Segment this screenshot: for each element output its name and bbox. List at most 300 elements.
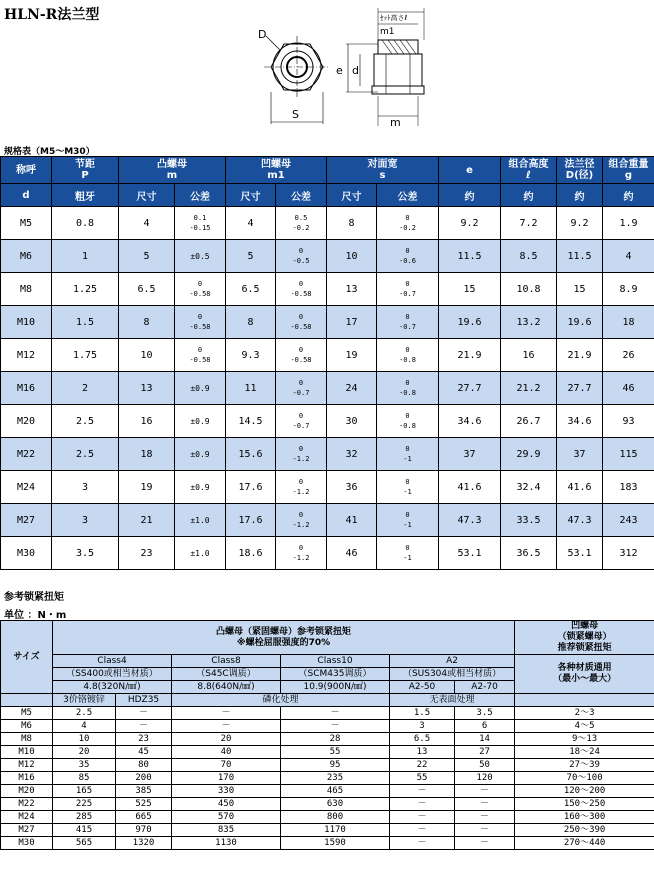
sub-d: d — [1, 184, 52, 207]
table-row — [1, 811, 654, 824]
cell-pitch: 2.5 — [52, 438, 119, 471]
cell-g: 312 — [603, 537, 654, 570]
cell-m1: 6.5 — [226, 273, 276, 306]
cell-a50: － — [390, 824, 455, 837]
hdr-weight: 组合重量 g — [603, 157, 654, 184]
tolerance-value: -0.58 — [290, 290, 312, 298]
tolerance-value: -1.2 — [292, 488, 310, 496]
cell-s-tol — [377, 372, 439, 405]
table-row — [1, 733, 654, 746]
tolerance-value: 0 — [405, 412, 410, 420]
class10-strength: 10.9(900N/㎟) — [281, 681, 390, 694]
cell-m1-tol — [276, 504, 327, 537]
cell-d: M24 — [1, 471, 52, 504]
cell-s: 17 — [327, 306, 377, 339]
table-row — [1, 372, 654, 405]
cell-c10: 28 — [281, 733, 390, 746]
cell-m-tol — [175, 372, 226, 405]
label-m1: m1 — [380, 27, 395, 37]
cell-c10: 55 — [281, 746, 390, 759]
nut-drawing — [228, 4, 428, 130]
tolerance-value: -0.6 — [399, 257, 416, 265]
cell-m1: 17.6 — [226, 504, 276, 537]
cell-a50: 3 — [390, 720, 455, 733]
label-set-height: ｾｯﾄ高さℓ — [380, 14, 408, 22]
cell-m-tol — [175, 339, 226, 372]
cell-s: 10 — [327, 240, 377, 273]
cell-l: 8.5 — [501, 240, 557, 273]
tolerance-value: -0.2 — [292, 224, 310, 232]
a2-70: A2-70 — [455, 681, 515, 694]
tolerance-value: -0.7 — [399, 290, 416, 298]
cell-m: 23 — [119, 537, 175, 570]
cell-rec: 2～3 — [515, 707, 654, 720]
sub-m-tol: 公差 — [175, 184, 226, 207]
cell-m-tol — [175, 273, 226, 306]
class4-name: Class4 — [53, 655, 172, 668]
cell-c8: － — [172, 707, 281, 720]
finish-phosphate: 磷化处理 — [172, 694, 390, 707]
cell-c4h: 1320 — [116, 837, 172, 850]
cell-d: M12 — [1, 339, 52, 372]
cell-c4z: 225 — [53, 798, 116, 811]
cell-l: 29.9 — [501, 438, 557, 471]
cell-d: M27 — [1, 504, 52, 537]
tolerance-value: 0 — [405, 280, 410, 288]
cell-c4z: 85 — [53, 772, 116, 785]
tolerance-value: 0 — [298, 478, 304, 486]
table-row — [1, 720, 654, 733]
cell-a70: － — [455, 798, 515, 811]
cell-c8: － — [172, 720, 281, 733]
cell-m1-tol — [276, 372, 327, 405]
cell-c4z: 165 — [53, 785, 116, 798]
tolerance-value: -1.2 — [292, 554, 310, 562]
cell-a70: 3.5 — [455, 707, 515, 720]
table-row — [1, 240, 654, 273]
tolerance-value: 0 — [197, 313, 203, 321]
cell-m-tol — [175, 207, 226, 240]
cell-e: 37 — [439, 438, 501, 471]
cell-c4h: 45 — [116, 746, 172, 759]
cell-a50: 13 — [390, 746, 455, 759]
cell-pitch: 1.5 — [52, 306, 119, 339]
cell-pitch: 3.5 — [52, 537, 119, 570]
table-row — [1, 537, 654, 570]
cell-a50: 55 — [390, 772, 455, 785]
cell-m1: 15.6 — [226, 438, 276, 471]
tolerance-value: ±0.9 — [190, 383, 210, 393]
cell-m1-tol — [276, 306, 327, 339]
cell-c4z: 4 — [53, 720, 116, 733]
cell-s: 30 — [327, 405, 377, 438]
tolerance-value: 0 — [405, 511, 410, 519]
hdr-flange: 法兰径 D(径) — [557, 157, 603, 184]
table-row — [1, 306, 654, 339]
cell-e: 41.6 — [439, 471, 501, 504]
cell-m1-tol — [276, 405, 327, 438]
cell-e: 53.1 — [439, 537, 501, 570]
cell-m: 5 — [119, 240, 175, 273]
class8-strength: 8.8(640N/㎟) — [172, 681, 281, 694]
cell-m1: 4 — [226, 207, 276, 240]
label-d: d — [352, 64, 359, 77]
hdr-height: 组合高度 ℓ — [501, 157, 557, 184]
hdr-e: e — [439, 157, 501, 184]
cell-D: 9.2 — [557, 207, 603, 240]
cell-m-tol — [175, 306, 226, 339]
tolerance-value: 0 — [405, 544, 410, 552]
tolerance-value: 0 — [197, 280, 203, 288]
sub-s-size: 尺寸 — [327, 184, 377, 207]
tolerance-value: -0.58 — [189, 290, 211, 298]
label-D: D — [258, 28, 267, 41]
cell-c10: 1590 — [281, 837, 390, 850]
cell-a50: 1.5 — [390, 707, 455, 720]
cell-l: 16 — [501, 339, 557, 372]
cell-m1-tol — [276, 339, 327, 372]
cell-c4h: 23 — [116, 733, 172, 746]
cell-c8: 70 — [172, 759, 281, 772]
cell-a70: 120 — [455, 772, 515, 785]
cell-rec: 27～39 — [515, 759, 654, 772]
class8-material: （S45C调质） — [172, 668, 281, 681]
cell-l: 10.8 — [501, 273, 557, 306]
table-row — [1, 798, 654, 811]
table-row — [1, 746, 654, 759]
cell-m: 4 — [119, 207, 175, 240]
cell-c4h: － — [116, 707, 172, 720]
cell-d: M8 — [1, 273, 52, 306]
cell-a50: － — [390, 811, 455, 824]
cell-m-tol — [175, 537, 226, 570]
torque-unit: 单位 ：N・m — [4, 610, 67, 621]
tolerance-value: 0 — [298, 544, 304, 552]
spec-table — [0, 156, 654, 570]
tolerance-value: 0 — [298, 511, 304, 519]
tolerance-value: 0.5 — [294, 214, 308, 222]
cell-D: 47.3 — [557, 504, 603, 537]
table-row — [1, 471, 654, 504]
sub-m-size: 尺寸 — [119, 184, 175, 207]
cell-m1-tol — [276, 207, 327, 240]
label-e: e — [336, 64, 343, 77]
cell-rec: 150～250 — [515, 798, 654, 811]
cell-size: M30 — [1, 837, 53, 850]
cell-d: M5 — [1, 207, 52, 240]
table-row — [1, 759, 654, 772]
cell-g: 18 — [603, 306, 654, 339]
cell-c4h: 200 — [116, 772, 172, 785]
cell-s: 24 — [327, 372, 377, 405]
tolerance-value: ±1.0 — [190, 548, 210, 558]
torque-main-header: 凸螺母（紧固螺母）参考锁紧扭矩 ※螺栓屈服强度的70% — [53, 621, 515, 655]
cell-s-tol — [377, 207, 439, 240]
cell-size: M5 — [1, 707, 53, 720]
tolerance-value: ±0.9 — [190, 482, 210, 492]
cell-g: 46 — [603, 372, 654, 405]
cell-c10: 630 — [281, 798, 390, 811]
cell-g: 183 — [603, 471, 654, 504]
tolerance-value: -0.8 — [399, 356, 416, 364]
tolerance-value: ±1.0 — [190, 515, 210, 525]
cell-s-tol — [377, 438, 439, 471]
cell-s-tol — [377, 240, 439, 273]
cell-c10: 465 — [281, 785, 390, 798]
cell-c8: 835 — [172, 824, 281, 837]
cell-c4z: 35 — [53, 759, 116, 772]
spec-caption: 规格表（M5～M30） — [4, 147, 95, 157]
cell-size: M16 — [1, 772, 53, 785]
cell-c4h: － — [116, 720, 172, 733]
cell-D: 41.6 — [557, 471, 603, 504]
cell-s-tol — [377, 537, 439, 570]
tolerance-value: 0.1 — [193, 214, 207, 222]
cell-D: 11.5 — [557, 240, 603, 273]
cell-rec: 18～24 — [515, 746, 654, 759]
cell-m-tol — [175, 471, 226, 504]
cell-m: 18 — [119, 438, 175, 471]
cell-c4z: 565 — [53, 837, 116, 850]
cell-m1: 14.5 — [226, 405, 276, 438]
cell-e: 34.6 — [439, 405, 501, 438]
tolerance-value: 0 — [405, 445, 410, 453]
cell-D: 15 — [557, 273, 603, 306]
class4-material: （SS400或相当材质） — [53, 668, 172, 681]
cell-m: 10 — [119, 339, 175, 372]
hdr-concave: 凹螺母 m1 — [226, 157, 327, 184]
cell-c4h: 970 — [116, 824, 172, 837]
table-row — [1, 785, 654, 798]
finish-none: 无表面处理 — [390, 694, 515, 707]
cell-l: 32.4 — [501, 471, 557, 504]
tolerance-value: -1 — [403, 521, 412, 529]
cell-m-tol — [175, 438, 226, 471]
cell-e: 47.3 — [439, 504, 501, 537]
cell-m: 13 — [119, 372, 175, 405]
cell-e: 27.7 — [439, 372, 501, 405]
tolerance-value: -0.7 — [292, 422, 310, 430]
a2-name: A2 — [390, 655, 515, 668]
tolerance-value: 0 — [405, 247, 410, 255]
sub-m1-size: 尺寸 — [226, 184, 276, 207]
cell-c8: 1130 — [172, 837, 281, 850]
cell-s-tol — [377, 504, 439, 537]
tolerance-value: -0.5 — [292, 257, 310, 265]
cell-c8: 170 — [172, 772, 281, 785]
cell-d: M10 — [1, 306, 52, 339]
cell-D: 37 — [557, 438, 603, 471]
tolerance-value: 0 — [298, 412, 304, 420]
cell-rec: 120～200 — [515, 785, 654, 798]
cell-pitch: 1.25 — [52, 273, 119, 306]
cell-rec: 9～13 — [515, 733, 654, 746]
tolerance-value: -1.2 — [292, 521, 310, 529]
cell-c4z: 10 — [53, 733, 116, 746]
cell-c10: 235 — [281, 772, 390, 785]
cell-e: 15 — [439, 273, 501, 306]
cell-g: 115 — [603, 438, 654, 471]
a2-material: （SUS304或相当材质） — [390, 668, 515, 681]
cell-a50: － — [390, 785, 455, 798]
cell-a50: 6.5 — [390, 733, 455, 746]
cell-c10: 95 — [281, 759, 390, 772]
table-row — [1, 339, 654, 372]
cell-c4h: 525 — [116, 798, 172, 811]
cell-d: M22 — [1, 438, 52, 471]
cell-c4z: 2.5 — [53, 707, 116, 720]
cell-a70: － — [455, 837, 515, 850]
cell-m1: 17.6 — [226, 471, 276, 504]
cell-pitch: 1 — [52, 240, 119, 273]
cell-c4z: 285 — [53, 811, 116, 824]
cell-m1: 18.6 — [226, 537, 276, 570]
tolerance-value: -0.7 — [399, 323, 416, 331]
cell-m1: 11 — [226, 372, 276, 405]
cell-l: 7.2 — [501, 207, 557, 240]
cell-m: 6.5 — [119, 273, 175, 306]
class4-strength: 4.8(320N/㎟) — [53, 681, 172, 694]
tolerance-value: 0 — [197, 346, 203, 354]
tolerance-value: -1 — [403, 455, 412, 463]
right-sub: 各种材质通用 （最小～最大） — [515, 655, 654, 694]
cell-pitch: 0.8 — [52, 207, 119, 240]
cell-rec: 160～300 — [515, 811, 654, 824]
cell-s: 32 — [327, 438, 377, 471]
cell-m1: 9.3 — [226, 339, 276, 372]
table-row — [1, 772, 654, 785]
cell-m1: 8 — [226, 306, 276, 339]
cell-m1-tol — [276, 240, 327, 273]
table-row — [1, 824, 654, 837]
cell-m-tol — [175, 504, 226, 537]
table-row — [1, 837, 654, 850]
torque-size-header: サイズ — [1, 621, 53, 694]
cell-s: 36 — [327, 471, 377, 504]
tolerance-value: 0 — [405, 214, 410, 222]
cell-e: 19.6 — [439, 306, 501, 339]
cell-pitch: 2 — [52, 372, 119, 405]
sub-pitch: 粗牙 — [52, 184, 119, 207]
cell-g: 8.9 — [603, 273, 654, 306]
cell-d: M6 — [1, 240, 52, 273]
cell-e: 21.9 — [439, 339, 501, 372]
cell-size: M24 — [1, 811, 53, 824]
hdr-nominal: 称呼 — [1, 157, 52, 184]
cell-size: M20 — [1, 785, 53, 798]
tolerance-value: -0.58 — [189, 356, 211, 364]
cell-a70: 50 — [455, 759, 515, 772]
flange-side — [372, 86, 424, 94]
class8-name: Class8 — [172, 655, 281, 668]
page-title: HLN-R法兰型 — [4, 7, 100, 23]
sub-D: 约 — [557, 184, 603, 207]
tolerance-value: 0 — [298, 445, 304, 453]
cell-d: M30 — [1, 537, 52, 570]
tolerance-value: -0.58 — [290, 323, 312, 331]
cell-g: 243 — [603, 504, 654, 537]
cell-m: 21 — [119, 504, 175, 537]
cell-s-tol — [377, 273, 439, 306]
cell-l: 33.5 — [501, 504, 557, 537]
cell-pitch: 3 — [52, 504, 119, 537]
hdr-across: 对面宽 s — [327, 157, 439, 184]
tolerance-value: 0 — [405, 478, 410, 486]
cell-s-tol — [377, 306, 439, 339]
cell-c10: － — [281, 707, 390, 720]
cell-c10: 800 — [281, 811, 390, 824]
cell-size: M12 — [1, 759, 53, 772]
cell-c8: 20 — [172, 733, 281, 746]
tolerance-value: 0 — [405, 346, 410, 354]
spec-body — [1, 207, 654, 570]
cell-s: 13 — [327, 273, 377, 306]
cell-c8: 40 — [172, 746, 281, 759]
cell-size: M6 — [1, 720, 53, 733]
label-m: m — [390, 116, 401, 129]
cell-rec: 4～5 — [515, 720, 654, 733]
cell-a70: － — [455, 824, 515, 837]
class10-name: Class10 — [281, 655, 390, 668]
table-row — [1, 707, 654, 720]
cell-c10: － — [281, 720, 390, 733]
cell-c8: 330 — [172, 785, 281, 798]
cell-l: 26.7 — [501, 405, 557, 438]
cell-s: 46 — [327, 537, 377, 570]
tolerance-value: -0.7 — [292, 389, 310, 397]
cell-size: M22 — [1, 798, 53, 811]
tolerance-value: 0 — [298, 247, 304, 255]
tolerance-value: ±0.9 — [190, 416, 210, 426]
tolerance-value: 0 — [298, 280, 304, 288]
sub-s-tol: 公差 — [377, 184, 439, 207]
cell-e: 9.2 — [439, 207, 501, 240]
cell-g: 4 — [603, 240, 654, 273]
tolerance-value: ±0.5 — [190, 251, 210, 261]
a2-50: A2-50 — [390, 681, 455, 694]
tolerance-value: -0.58 — [290, 356, 312, 364]
cell-D: 53.1 — [557, 537, 603, 570]
tolerance-value: 0 — [405, 313, 410, 321]
cell-D: 34.6 — [557, 405, 603, 438]
tolerance-value: -0.58 — [189, 323, 211, 331]
cell-m: 19 — [119, 471, 175, 504]
tolerance-value: -0.8 — [399, 389, 416, 397]
cell-g: 93 — [603, 405, 654, 438]
finish-zinc: 3价铬镀锌 — [53, 694, 116, 707]
sub-e: 约 — [439, 184, 501, 207]
cell-rec: 250～390 — [515, 824, 654, 837]
torque-table — [0, 620, 654, 850]
cell-s-tol — [377, 405, 439, 438]
cell-g: 26 — [603, 339, 654, 372]
spec-subheader-row — [1, 184, 654, 207]
tolerance-value: 0 — [298, 346, 304, 354]
tolerance-value: -1.2 — [292, 455, 310, 463]
table-row — [1, 405, 654, 438]
tolerance-value: 0 — [298, 379, 304, 387]
cell-c4h: 385 — [116, 785, 172, 798]
cell-m1-tol — [276, 471, 327, 504]
sub-l: 约 — [501, 184, 557, 207]
convex-nut-side — [374, 54, 422, 86]
tolerance-value: 0 — [405, 379, 410, 387]
cell-m: 16 — [119, 405, 175, 438]
class10-material: （SCM435调质） — [281, 668, 390, 681]
cell-a50: － — [390, 798, 455, 811]
cell-a70: 27 — [455, 746, 515, 759]
cell-m-tol — [175, 405, 226, 438]
